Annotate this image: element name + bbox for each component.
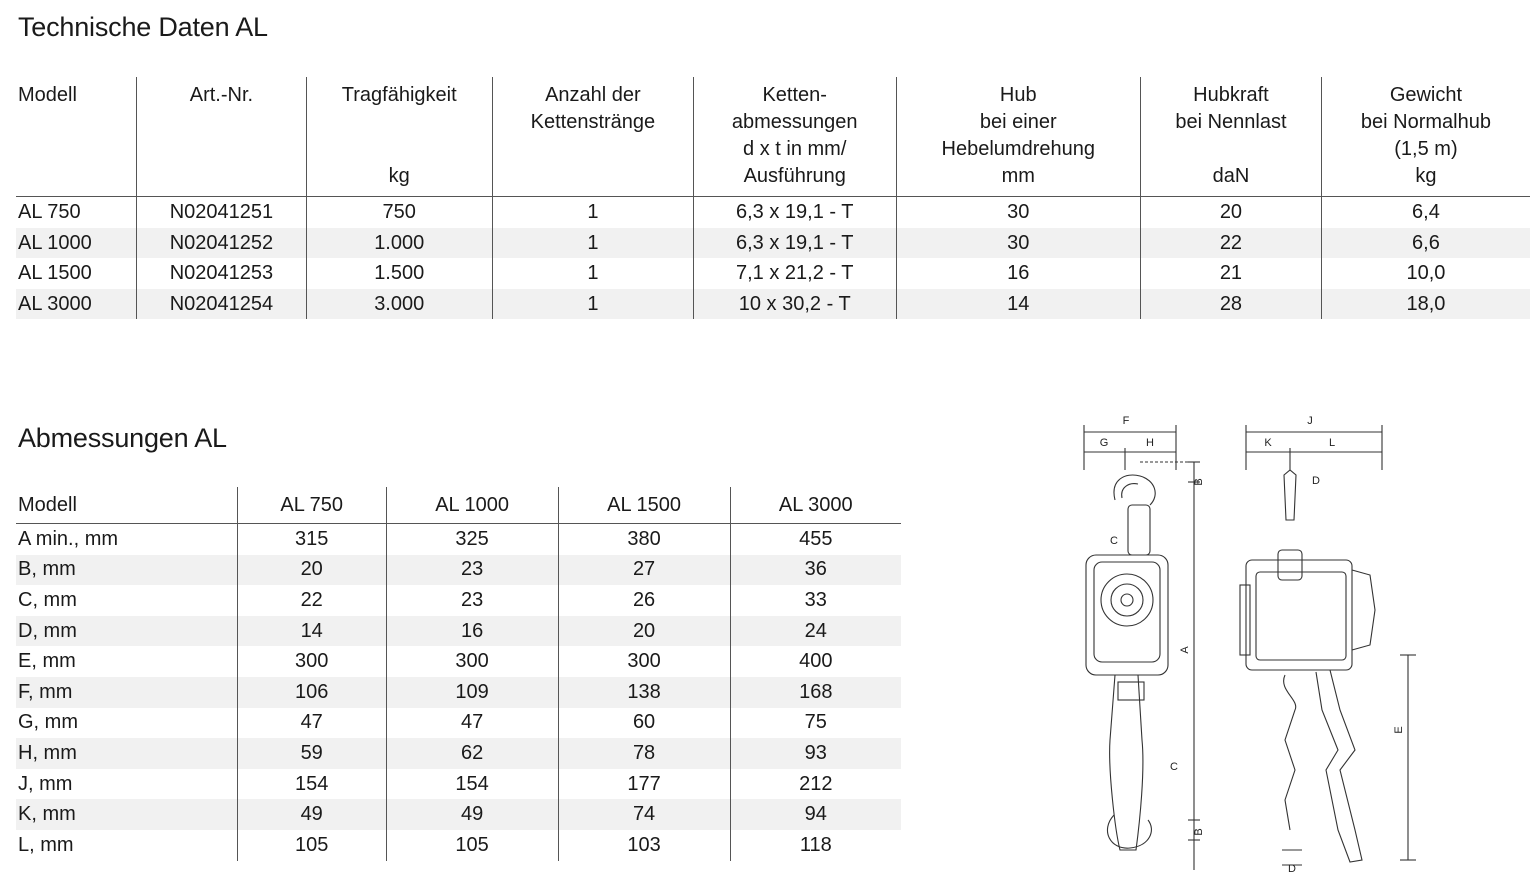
table-cell: 59 xyxy=(237,738,386,769)
dims-header-col-4: AL 3000 xyxy=(730,487,901,524)
table-cell: AL 1000 xyxy=(16,228,137,259)
table-cell: C, mm xyxy=(18,588,77,611)
table-cell: 62 xyxy=(386,738,558,769)
table-cell: A min., mm xyxy=(18,527,119,550)
table-cell: 1.000 xyxy=(306,228,492,259)
table-cell: AL 3000 xyxy=(16,289,137,320)
table-cell: 27 xyxy=(558,555,730,586)
table-row xyxy=(16,769,901,800)
table-cell: 1.500 xyxy=(306,258,492,289)
table-cell: 177 xyxy=(558,769,730,800)
table-cell: 24 xyxy=(730,616,901,647)
table-cell: N02041252 xyxy=(137,228,306,259)
table-cell: 49 xyxy=(237,799,386,830)
tech-header-line: Hub xyxy=(999,84,1037,106)
table-row xyxy=(16,830,901,861)
technical-data-table xyxy=(16,77,1530,319)
table-cell: 1 xyxy=(492,289,693,320)
dims-header-col-3: AL 1500 xyxy=(558,487,730,524)
table-cell: 93 xyxy=(730,738,901,769)
table-cell: 138 xyxy=(558,677,730,708)
tech-header-col-4 xyxy=(693,77,896,197)
table-cell: G, mm xyxy=(18,711,78,734)
table-cell: 103 xyxy=(558,830,730,861)
table-cell: 455 xyxy=(730,524,901,555)
table-cell: 20 xyxy=(558,616,730,647)
tech-header-col-1 xyxy=(137,77,306,197)
table-row xyxy=(16,585,901,616)
lever-hoist-drawing xyxy=(1070,410,1490,880)
table-cell: 106 xyxy=(237,677,386,708)
tech-header-line: bei Nennlast xyxy=(1175,111,1287,133)
table-row xyxy=(16,677,901,708)
dims-header-col-2: AL 1000 xyxy=(386,487,558,524)
tech-header-col-7 xyxy=(1321,77,1530,197)
table-cell: 3.000 xyxy=(306,289,492,320)
table-row xyxy=(16,616,901,647)
tech-header-col-0 xyxy=(16,77,137,197)
label-B-bottom: B xyxy=(1193,828,1205,836)
table-cell: 1 xyxy=(492,228,693,259)
label-H: H xyxy=(1146,437,1154,449)
label-B: B xyxy=(1193,478,1205,486)
tech-header-line xyxy=(311,136,488,163)
label-D-bottom: D xyxy=(1288,863,1296,875)
table-row xyxy=(16,524,901,555)
table-cell: K, mm xyxy=(16,799,237,830)
table-cell: 400 xyxy=(730,646,901,677)
tech-header-col-3 xyxy=(492,77,693,197)
table-cell: 1 xyxy=(492,197,693,228)
table-cell: 30 xyxy=(896,228,1140,259)
table-cell: 380 xyxy=(558,524,730,555)
tech-header-line: bei einer xyxy=(979,111,1057,133)
table-cell: L, mm xyxy=(18,833,74,856)
table-cell: AL 1500 xyxy=(18,262,92,285)
table-cell: 6,4 xyxy=(1321,197,1530,228)
table-cell: 105 xyxy=(386,830,558,861)
table-cell: 168 xyxy=(730,677,901,708)
table-cell: 212 xyxy=(730,769,901,800)
tech-header-line: Anzahl der xyxy=(545,84,641,106)
table-cell: 49 xyxy=(386,799,558,830)
dimensions-title: Abmessungen AL xyxy=(18,423,227,453)
label-E: E xyxy=(1393,726,1405,734)
label-J: J xyxy=(1307,415,1313,427)
table-cell: 47 xyxy=(386,708,558,739)
table-row xyxy=(16,738,901,769)
table-cell: 33 xyxy=(730,585,901,616)
table-cell: 60 xyxy=(558,708,730,739)
tech-header-line xyxy=(1145,136,1317,163)
table-cell: AL 750 xyxy=(18,201,81,224)
tech-header-line: Kettenstränge xyxy=(530,111,656,133)
table-cell: 74 xyxy=(558,799,730,830)
dims-header-col-1: AL 750 xyxy=(237,487,386,524)
table-cell: 94 xyxy=(730,799,901,830)
label-D: D xyxy=(1312,475,1320,487)
table-cell: 109 xyxy=(386,677,558,708)
table-row xyxy=(16,289,1530,320)
table-cell: 6,3 x 19,1 - T xyxy=(693,228,896,259)
table-cell: 28 xyxy=(1141,289,1322,320)
tech-header-col-5 xyxy=(896,77,1140,197)
tech-header-line: Hubkraft xyxy=(1193,84,1269,106)
table-cell: 750 xyxy=(306,197,492,228)
label-A: A xyxy=(1179,646,1191,654)
dimensions-table xyxy=(16,487,901,861)
tech-header-line: Ausführung xyxy=(743,165,846,187)
table-cell: 20 xyxy=(1141,197,1322,228)
table-row xyxy=(16,555,901,586)
table-cell: 154 xyxy=(386,769,558,800)
table-cell: B, mm xyxy=(16,555,237,586)
tech-header-col-2 xyxy=(306,77,492,197)
table-cell: 16 xyxy=(896,258,1140,289)
table-cell: 6,6 xyxy=(1321,228,1530,259)
table-cell: E, mm xyxy=(18,650,76,673)
tech-header-line: mm xyxy=(1001,165,1035,187)
tech-header-line: kg xyxy=(388,165,410,187)
tech-header-line: kg xyxy=(1415,165,1437,187)
table-cell: 300 xyxy=(558,646,730,677)
tech-header-line: Ketten- xyxy=(762,84,827,106)
dims-header-col-0: Modell xyxy=(16,487,237,524)
label-L: L xyxy=(1328,437,1336,449)
table-cell: 10,0 xyxy=(1321,258,1530,289)
tech-header-line: bei Normalhub xyxy=(1360,111,1491,133)
table-cell: D, mm xyxy=(16,616,237,647)
table-row xyxy=(16,228,1530,259)
tech-header-line: daN xyxy=(1212,165,1250,187)
table-cell: 75 xyxy=(730,708,901,739)
tech-header-line: d x t in mm/ xyxy=(743,138,847,160)
table-row xyxy=(16,799,901,830)
table-cell: 14 xyxy=(896,289,1140,320)
tech-header-line: Modell xyxy=(18,84,77,106)
table-cell: 315 xyxy=(237,524,386,555)
table-cell: 325 xyxy=(386,524,558,555)
label-C-bottom: C xyxy=(1170,761,1178,773)
table-cell: 23 xyxy=(386,585,558,616)
table-cell: 6,3 x 19,1 - T xyxy=(693,197,896,228)
table-cell: 22 xyxy=(237,585,386,616)
label-G: G xyxy=(1099,437,1109,449)
table-cell: 300 xyxy=(386,646,558,677)
table-cell: 22 xyxy=(1141,228,1322,259)
table-cell: 18,0 xyxy=(1321,289,1530,320)
table-cell: 1 xyxy=(492,258,693,289)
table-cell: 30 xyxy=(896,197,1140,228)
table-cell: 20 xyxy=(237,555,386,586)
table-row xyxy=(16,708,901,739)
table-cell: 300 xyxy=(237,646,386,677)
table-cell: F, mm xyxy=(16,677,237,708)
table-cell: 154 xyxy=(237,769,386,800)
tech-header-line: (1,5 m) xyxy=(1394,138,1458,160)
tech-header-col-6 xyxy=(1141,77,1322,197)
table-cell: 21 xyxy=(1141,258,1322,289)
table-row xyxy=(16,258,1530,289)
table-cell: 10 x 30,2 - T xyxy=(693,289,896,320)
table-cell: N02041253 xyxy=(137,258,306,289)
label-F: F xyxy=(1122,415,1130,427)
table-cell: 105 xyxy=(237,830,386,861)
table-cell: 47 xyxy=(237,708,386,739)
tech-header-line: Art.-Nr. xyxy=(189,84,254,106)
label-K: K xyxy=(1264,437,1272,449)
table-cell: N02041251 xyxy=(137,197,306,228)
table-cell: 16 xyxy=(386,616,558,647)
table-row xyxy=(16,197,1530,228)
table-row xyxy=(16,646,901,677)
table-cell: H, mm xyxy=(16,738,237,769)
table-cell: 14 xyxy=(237,616,386,647)
tech-header-line: Gewicht xyxy=(1389,84,1463,106)
tech-header-line: abmessungen xyxy=(731,111,858,133)
label-C: C xyxy=(1110,535,1118,547)
technical-data-title: Technische Daten AL xyxy=(18,12,268,42)
table-cell: 78 xyxy=(558,738,730,769)
table-cell: 36 xyxy=(730,555,901,586)
tech-header-line: Hebelumdrehung xyxy=(941,138,1095,160)
table-cell: J, mm xyxy=(18,772,73,795)
table-cell: 23 xyxy=(386,555,558,586)
table-cell: N02041254 xyxy=(137,289,306,320)
table-cell: 26 xyxy=(558,585,730,616)
table-cell: 118 xyxy=(730,830,901,861)
tech-header-line xyxy=(311,109,488,136)
tech-header-line: Tragfähigkeit xyxy=(341,84,457,106)
table-cell: 7,1 x 21,2 - T xyxy=(693,258,896,289)
